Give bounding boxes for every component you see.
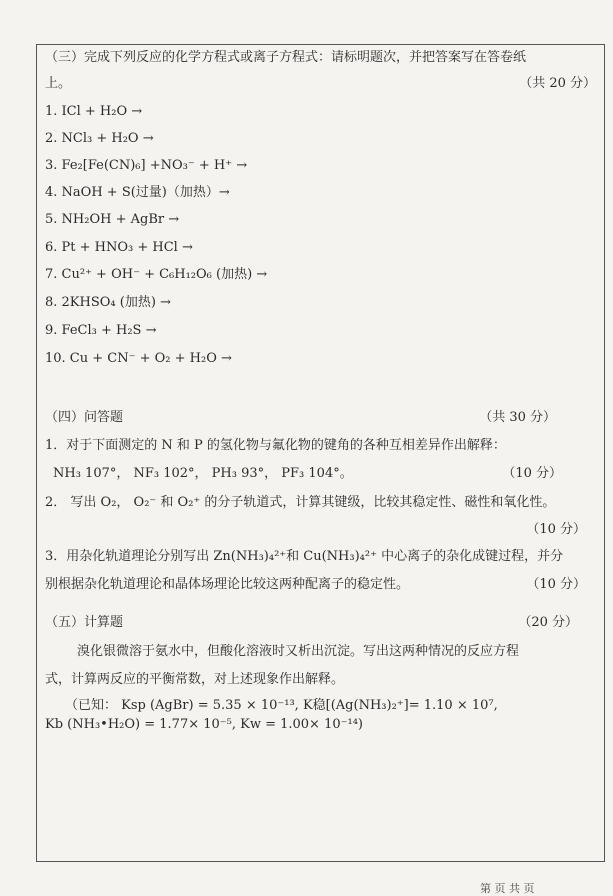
question-3-cont-text: 别根据杂化轨道理论和晶体场理论比较这两种配离子的稳定性。 bbox=[45, 577, 410, 592]
section3-header-cont bbox=[45, 75, 596, 93]
section4-points: （共 30 分） bbox=[479, 410, 556, 425]
question-1-values bbox=[53, 465, 596, 483]
problem-line-1-text: 溴化银微溶于氨水中，但酸化溶液时又析出沉淀。写出这两种情况的反应方程 bbox=[77, 644, 520, 659]
question-3-cont bbox=[45, 576, 596, 594]
reaction-item: 1. ICl + H₂O → bbox=[45, 104, 143, 119]
known-values-1-text: （已知： Ksp (AgBr) = 5.35 × 10⁻¹³, K稳[(Ag(NH₃)₂⁺]= 1.10 × 10⁷, bbox=[65, 698, 498, 713]
question-2-points: （10 分） bbox=[526, 522, 586, 537]
known-values-2 bbox=[45, 716, 596, 734]
reaction-item: 3. Fe₂[Fe(CN)₆] +NO₃⁻ + H⁺ → bbox=[45, 158, 248, 173]
section5-header-text: （五）计算题 bbox=[45, 615, 124, 630]
section3-points: （共 20 分） bbox=[519, 76, 596, 91]
reaction-item: 2. NCl₃ + H₂O → bbox=[45, 131, 154, 146]
known-values-1 bbox=[65, 697, 596, 715]
known-values-2-text: Kb (NH₃•H₂O) = 1.77× 10⁻⁵, Kw = 1.00× 10⁻¹⁴) bbox=[45, 717, 363, 732]
question-3-points: （10 分） bbox=[526, 577, 586, 592]
question-1-points: （10 分） bbox=[502, 466, 562, 481]
section5-header bbox=[45, 614, 596, 632]
section4-header bbox=[45, 409, 596, 427]
reaction-item: 8. 2KHSO₄ (加热) → bbox=[45, 295, 171, 310]
problem-line-1 bbox=[77, 643, 596, 661]
reaction-item: 6. Pt + HNO₃ + HCl → bbox=[45, 240, 193, 255]
problem-line-2-text: 式，计算两反应的平衡常数，对上述现象作出解释。 bbox=[45, 672, 345, 687]
section3-header-cont-text: 上。 bbox=[45, 76, 72, 91]
question-3 bbox=[45, 548, 596, 566]
section4-header-text: （四）问答题 bbox=[45, 410, 124, 425]
question-1 bbox=[45, 437, 596, 455]
page-frame bbox=[36, 44, 605, 862]
section5-points: （20 分） bbox=[518, 615, 578, 630]
section3-header bbox=[45, 49, 596, 67]
question-2-text: 2． 写出 O₂， O₂⁻ 和 O₂⁺ 的分子轨道式，计算其键级，比较其稳定性、磁性和氧化性。 bbox=[45, 495, 556, 510]
reaction-item: 7. Cu²⁺ + OH⁻ + C₆H₁₂O₆ (加热) → bbox=[45, 267, 268, 282]
question-3-text: 3．用杂化轨道理论分别写出 Zn(NH₃)₄²⁺和 Cu(NH₃)₄²⁺ 中心离子的杂化成键过程，并分 bbox=[45, 549, 564, 564]
page-footer: 第 页 共 页 bbox=[480, 882, 535, 895]
section3-header-text: （三）完成下列反应的化学方程式或离子方程式：请标明题次，并把答案写在答卷纸 bbox=[45, 50, 527, 65]
reaction-item: 5. NH₂OH + AgBr → bbox=[45, 212, 180, 227]
question-2 bbox=[45, 494, 596, 512]
problem-line-2 bbox=[45, 671, 596, 689]
reaction-item: 10. Cu + CN⁻ + O₂ + H₂O → bbox=[45, 351, 232, 366]
reaction-item: 4. NaOH + S(过量)（加热）→ bbox=[45, 185, 230, 200]
reaction-item: 9. FeCl₃ + H₂S → bbox=[45, 323, 157, 338]
question-1-values-text: NH₃ 107°， NF₃ 102°， PH₃ 93°， PF₃ 104°。 bbox=[53, 466, 353, 481]
question-1-text: 1．对于下面测定的 N 和 P 的氢化物与氟化物的键角的各种互相差异作出解释： bbox=[45, 438, 506, 453]
